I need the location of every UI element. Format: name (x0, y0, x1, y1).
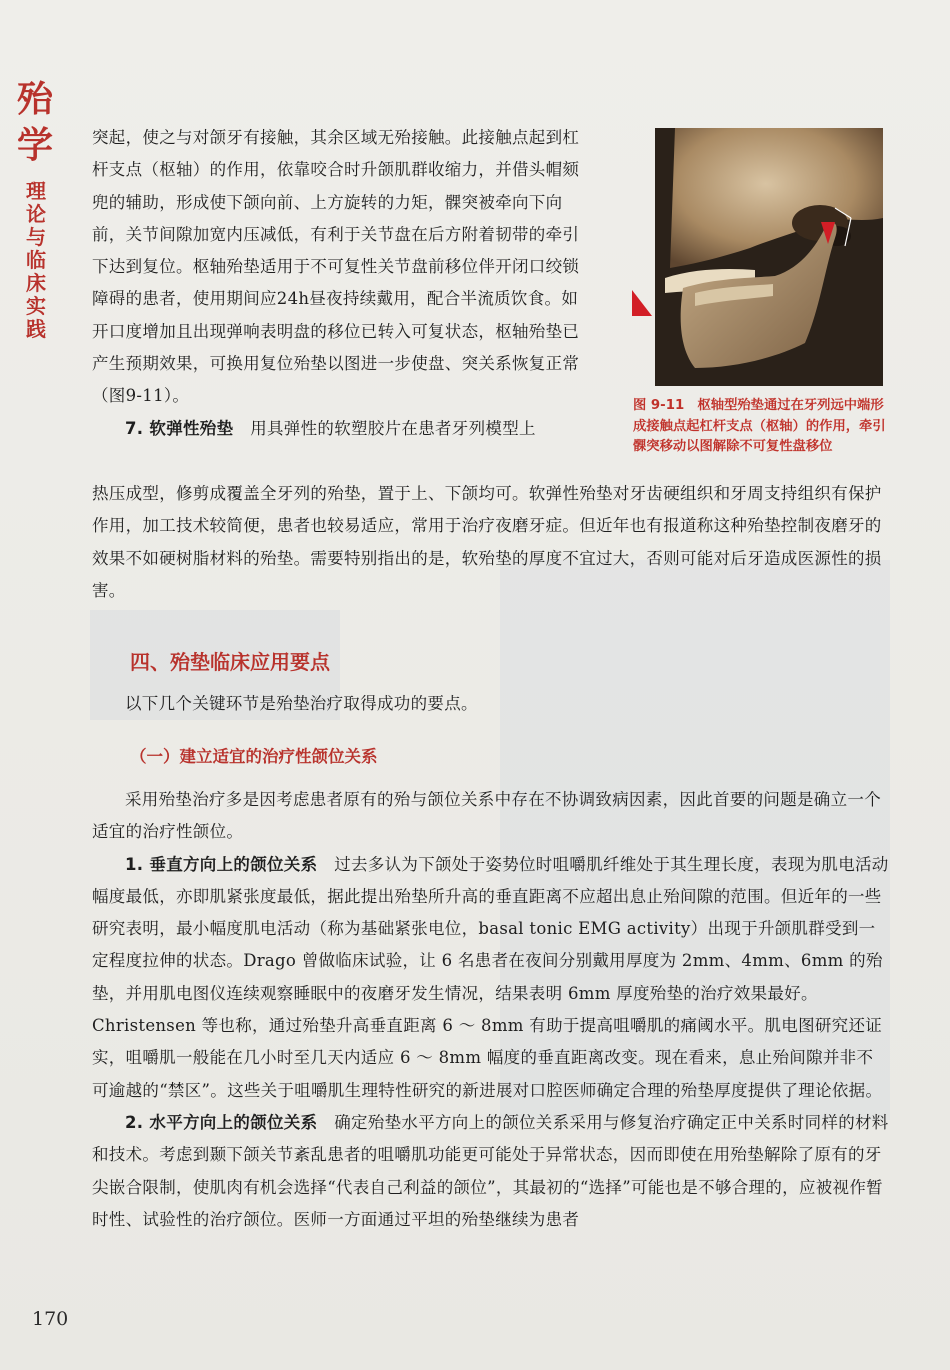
point1-text: 过去多认为下颌处于姿势位时咀嚼肌纤维处于其生理长度，表现为肌电活动幅度最低，亦即肌紧张度最低，据此提出殆垫所升高的垂直距离不应超出息止殆间隙的范围。但近年的一些研究表明，最小幅度肌电活动（称为基础紧张电位，basal tonic EMG activity）出现于升颌肌群受到一定程度拉伸的状态。Drago 曾做临床试验，让 6 名患者在夜间分别戴用厚度为 2mm、4mm、6mm 的殆垫，并用肌电图仪连续观察睡眠中的夜磨牙发生情况，结果表明 6mm 厚度殆垫的治疗效果最好。Christensen 等也称，通过殆垫升高垂直距离 6 ～ 8mm 有助于提高咀嚼肌的痛阈水平。肌电图研究还证实，咀嚼肌一般能在几小时至几天内适应 6 ～ 8mm 幅度的垂直距离改变。现在看来，息止殆间隙并非不可逾越的“禁区”。这些关于咀嚼肌生理特性研究的新进展对口腔医师确定合理的殆垫厚度提供了理论依据。 (92, 854, 889, 1100)
figure-caption: 图 9-11 枢轴型殆垫通过在牙列远中端形成接触点起杠杆支点（枢轴）的作用，牵引髁突移动以图解除不可复性盘移位 (633, 398, 886, 454)
item7-text-part1: 用具弹性的软塑胶片在患者牙列模型上 (233, 418, 536, 438)
item7-continuation (92, 478, 890, 607)
item7-text-part2: 热压成型，修剪成覆盖全牙列的殆垫，置于上、下颌均可。软弹性殆垫对牙齿硬组织和牙周支持组织有保护作用，加工技术较简便，患者也较易适应，常用于治疗夜磨牙症。但近年也有报道称这种殆垫控制夜磨牙的效果不如硬树脂材料的殆垫。需要特别指出的是，软殆垫的厚度不宜过大，否则可能对后牙造成医源性的损害。 (92, 484, 882, 600)
point1-paragraph (92, 849, 890, 1107)
point2-paragraph (92, 1107, 890, 1236)
paragraph-item7-start (92, 413, 582, 445)
subsection-body (92, 784, 890, 1236)
figure-skull-photo (655, 128, 883, 386)
subsection-title: （一）建立适宜的治疗性颌位关系 (130, 747, 378, 766)
red-pointer-icon (630, 288, 654, 318)
section-intro-block (92, 688, 890, 720)
item7-lead: 7. 软弹性殆垫 (125, 418, 234, 438)
section-intro: 以下几个关键环节是殆垫治疗取得成功的要点。 (125, 694, 478, 713)
paragraph-pivot-splint: 突起，使之与对颌牙有接触，其余区域无殆接触。此接触点起到杠杆支点（枢轴）的作用，依靠咬合时升颌肌群收缩力，并借头帽颏兜的辅助，形成使下颌向前、上方旋转的力矩，髁突被牵向下向前，关节间隙加宽内压减低，有利于关节盘在后方附着韧带的牵引下达到复位。枢轴殆垫适用于不可复性关节盘前移位伴开闭口绞锁障碍的患者，使用期间应24h昼夜持续戴用，配合半流质饮食。如开口度增加且出现弹响表明盘的移位已转入可复状态，枢轴殆垫已产生预期效果，可换用复位殆垫以图进一步使盘、突关系恢复正常（图9-11）。 (92, 128, 580, 406)
point2-lead: 2. 水平方向上的颌位关系 (125, 1112, 318, 1132)
book-subtitle: 理论与临床实践 (26, 179, 46, 341)
section-title: 四、殆垫临床应用要点 (130, 650, 330, 674)
subsection-intro: 采用殆垫治疗多是因考虑患者原有的殆与颌位关系中存在不协调致病因素，因此首要的问题是确立一个适宜的治疗性颌位。 (92, 790, 881, 842)
book-title: 殆学 (16, 78, 53, 166)
point2-text: 确定殆垫水平方向上的颌位关系采用与修复治疗确定正中关系时同样的材料和技术。考虑到颞下颌关节紊乱患者的咀嚼肌功能更可能处于异常状态，因而即使在用殆垫解除了原有的牙尖嵌合限制，使肌肉有机会选择“代表自己利益的颌位”，其最初的“选择”可能也是不够合理的，应被视作暂时性、试验性的治疗颌位。医师一方面通过平坦的殆垫继续为患者 (92, 1112, 889, 1229)
point1-lead: 1. 垂直方向上的颌位关系 (125, 854, 318, 874)
page-number: 170 (32, 1308, 69, 1330)
left-column-paragraph (92, 122, 582, 445)
skull-jaw-photo-icon (655, 128, 883, 386)
